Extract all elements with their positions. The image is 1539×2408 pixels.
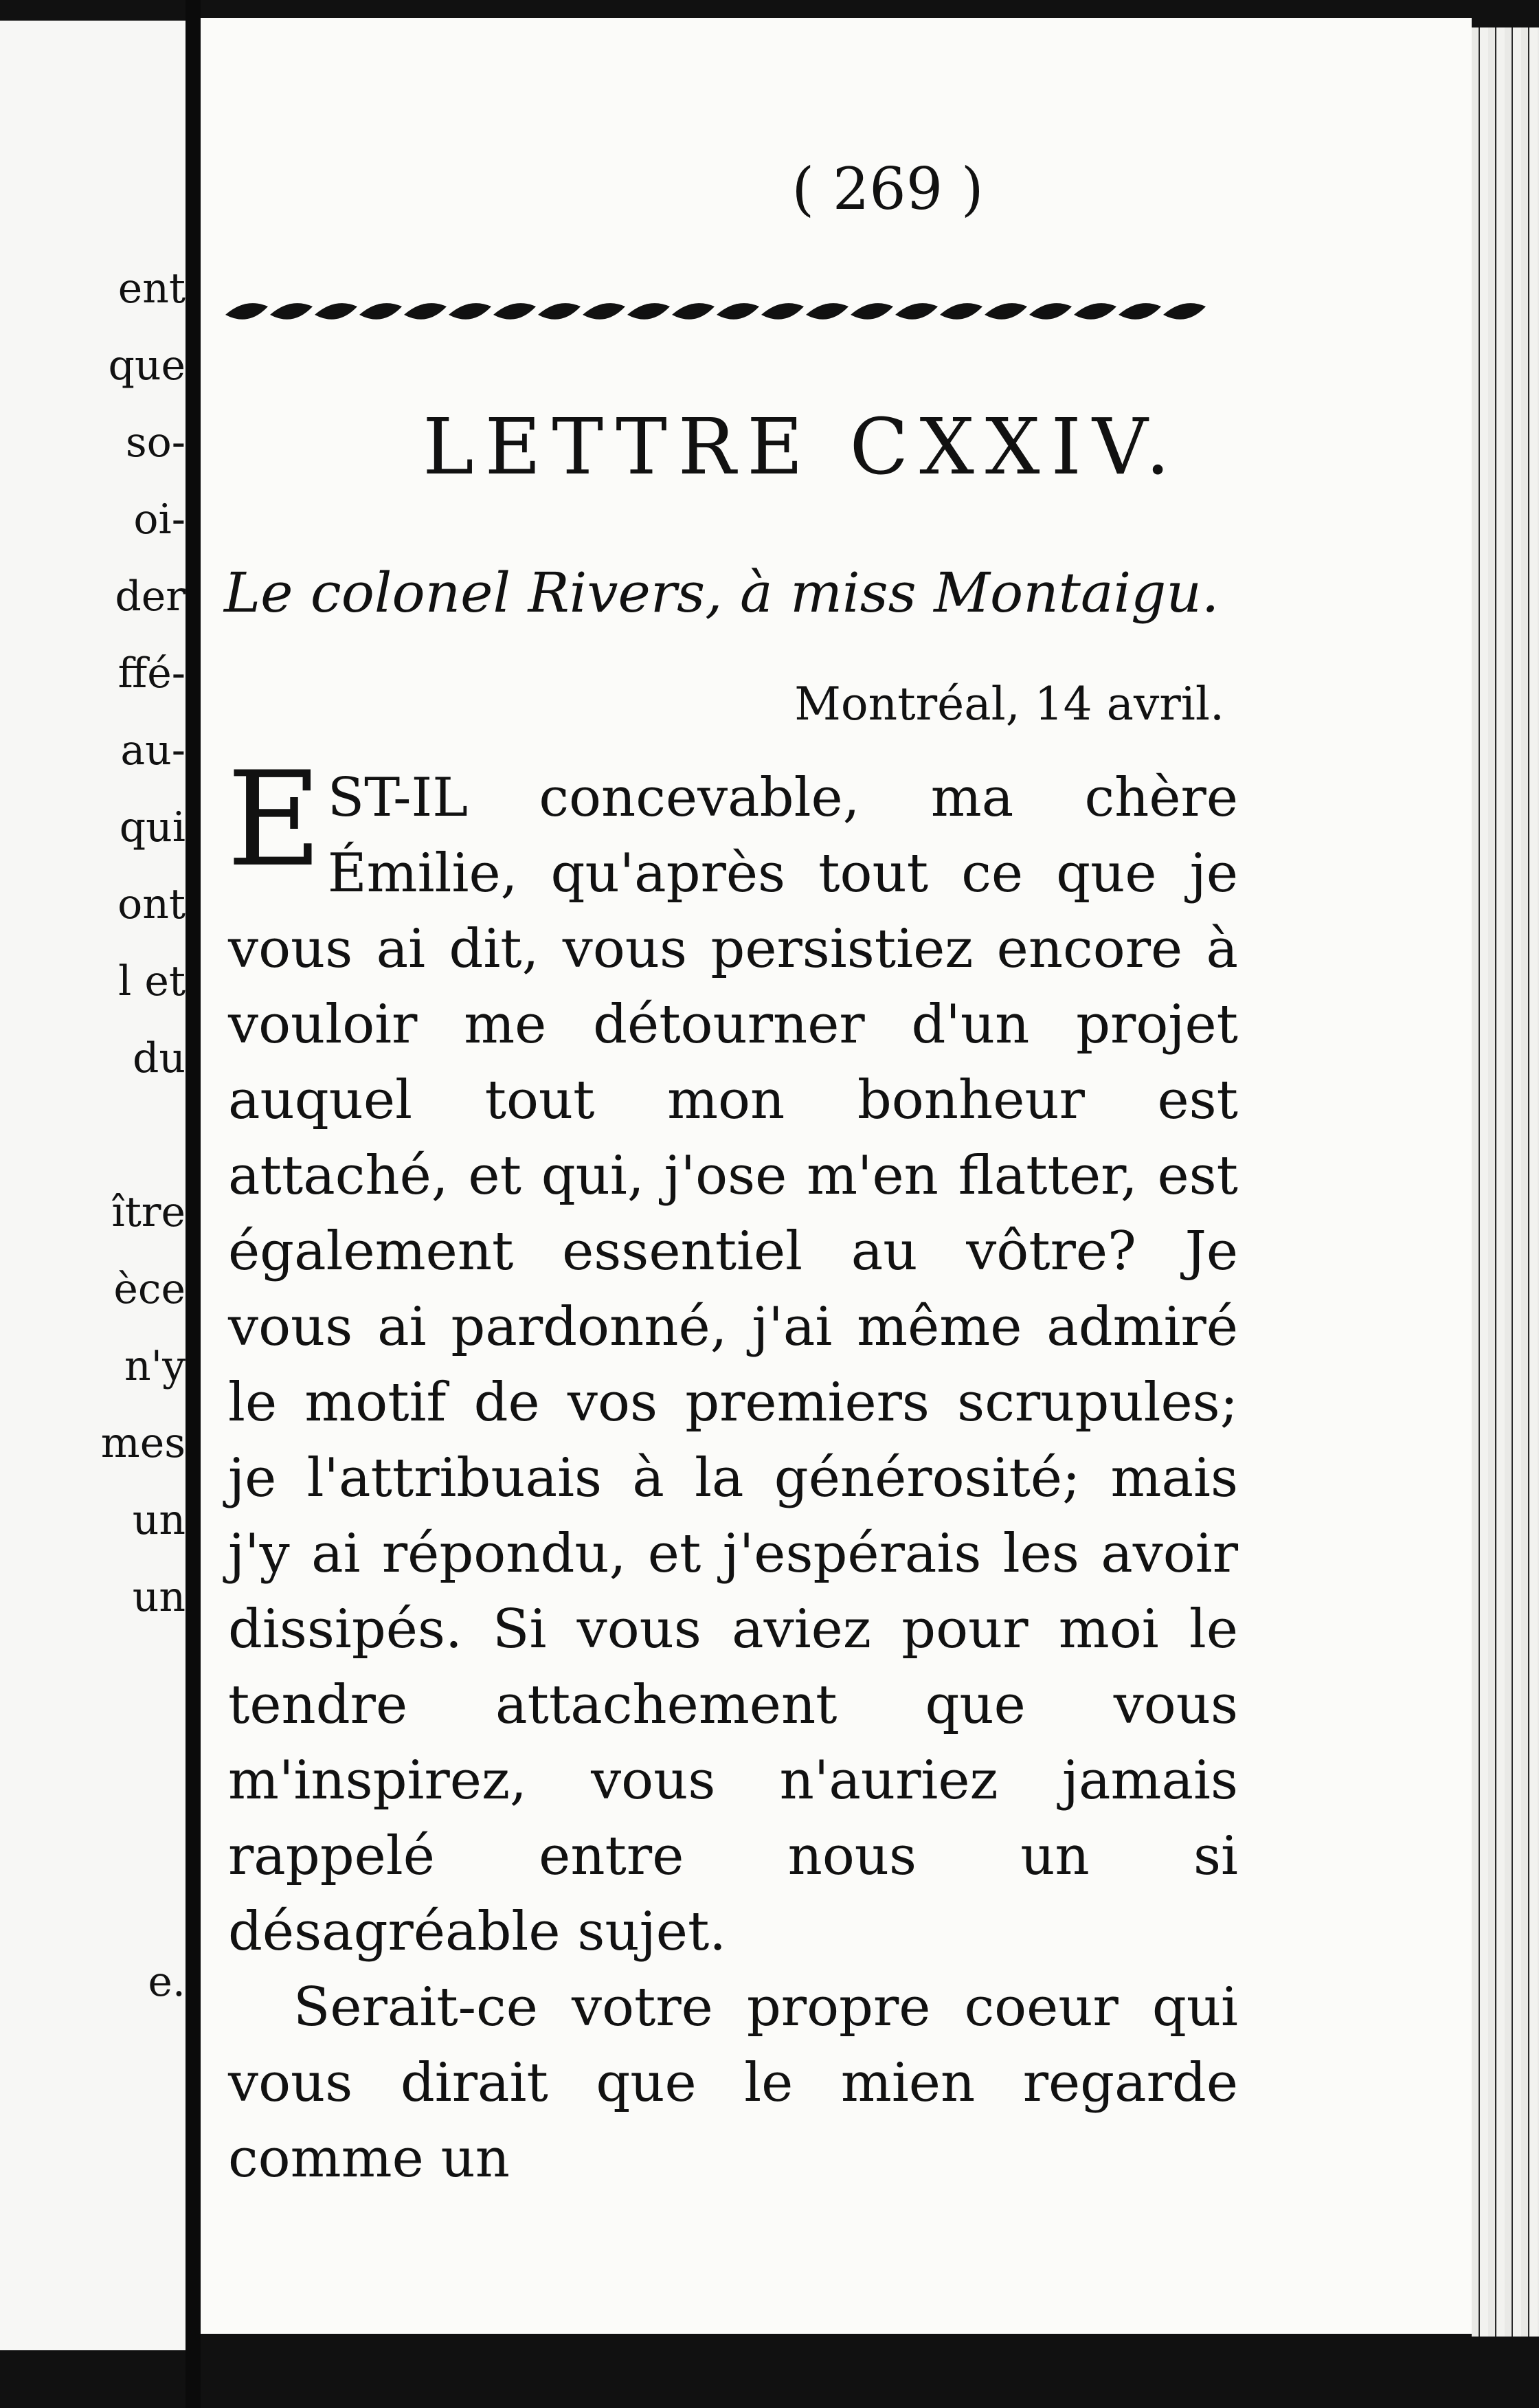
book-spine (186, 0, 201, 2408)
facing-page-line: au- (120, 726, 186, 774)
facing-page-line: que (108, 342, 186, 390)
facing-page-line: l et (118, 957, 186, 1005)
letter-dateline: Montréal, 14 avril. (794, 678, 1224, 731)
ornament-leaf (404, 303, 447, 320)
facing-page (0, 21, 186, 2350)
paragraph-2: Serait-ce votre propre coeur qui vous dirait que le mien regarde comme un (228, 1976, 1238, 2189)
ornament-leaf (1029, 303, 1072, 320)
paragraph-1-text: concevable, ma chère Émilie, qu'après tout ce que je vous ai dit, vous persistiez encore à vouloir me détourner d'un projet auquel tout mon bonheur est attaché, et qui, j'ose m'en flatter, est également essentiel au vôtre? Je vous ai pardonné, j'ai même admiré le motif de vos premiers scrupules; je l'attribuais à la générosité; mais j'y ai répondu, et j'espérais les avoir dissipés. Si vous aviez pour moi le tendre attachement que vous m'inspirez, vous n'auriez jamais rappelé entre nous un si désagréable sujet. (228, 767, 1238, 1963)
facing-page-line: so- (125, 419, 186, 467)
ornament-leaf (761, 303, 804, 320)
letter-salutation: Le colonel Rivers, à miss Montaigu. (224, 561, 1220, 625)
ornament-leaf (672, 303, 715, 320)
facing-page-line: ître (111, 1188, 186, 1236)
paragraph-1 (227, 744, 1238, 1970)
letter-title: LETTRE CXXIV. (423, 403, 1181, 492)
facing-page-line: qui (119, 803, 186, 851)
facing-page-line: e. (148, 1958, 186, 2006)
page-edges (1472, 27, 1539, 2337)
facing-page-line: ffé- (117, 649, 186, 698)
drop-cap: E (227, 744, 322, 895)
facing-page-line: mes (100, 1419, 186, 1467)
facing-page-line: èce (113, 1265, 186, 1313)
ornament-leaf (225, 303, 268, 320)
ornament-leaf (1074, 303, 1116, 320)
ornament-leaf (940, 303, 982, 320)
ornament-leaf (583, 303, 625, 320)
facing-page-line: der (115, 572, 186, 621)
ornament-leaf (493, 303, 536, 320)
facing-page-line: un (132, 1573, 186, 1621)
letter-body (227, 744, 1238, 2196)
ornament-leaf (985, 303, 1027, 320)
ornament-leaf (359, 303, 402, 320)
ornament-leaf (1163, 303, 1206, 320)
ornament-leaf (1119, 303, 1161, 320)
ornament-leaf (627, 303, 670, 320)
facing-page-line: du (132, 1034, 186, 1082)
ornament-leaf (270, 303, 313, 320)
book-page (201, 18, 1472, 2334)
facing-page-line: un (132, 1496, 186, 1544)
ornament-leaf (717, 303, 759, 320)
ornament-leaf (538, 303, 581, 320)
ornament-leaf (315, 303, 357, 320)
decorative-rule (220, 291, 1209, 333)
facing-page-line: n'y (124, 1342, 186, 1390)
facing-page-line: oi- (133, 495, 186, 544)
ornament-leaf (806, 303, 849, 320)
facing-page-line: ont (117, 880, 186, 928)
page-number: ( 269 ) (791, 155, 984, 223)
facing-page-line: ent (117, 265, 186, 313)
first-word: ST-IL (327, 767, 469, 829)
ornament-leaf (449, 303, 491, 320)
ornament-leaf (851, 303, 893, 320)
ornament-leaf (895, 303, 938, 320)
